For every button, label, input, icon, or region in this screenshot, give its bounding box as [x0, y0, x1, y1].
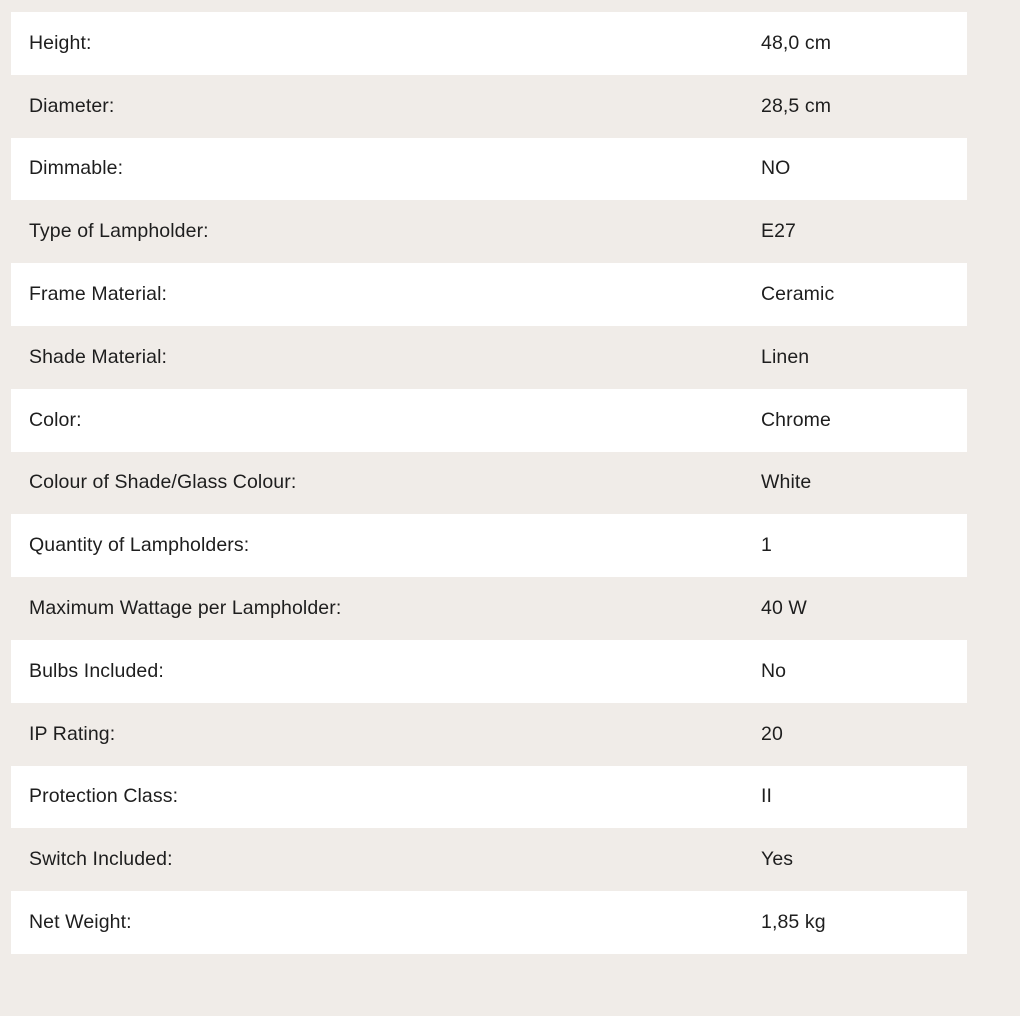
spec-value-shade-material: Linen — [761, 345, 810, 368]
spec-label-ip-rating: IP Rating: — [29, 722, 116, 745]
table-row — [11, 640, 967, 703]
spec-value-bulbs-included: No — [761, 659, 787, 682]
spec-label-shade-material: Shade Material: — [29, 345, 168, 368]
spec-value-shade-colour: White — [761, 471, 812, 494]
table-row — [11, 514, 967, 577]
spec-value-height: 48,0 cm — [761, 31, 832, 54]
spec-value-frame-material: Ceramic — [761, 283, 835, 306]
spec-value-net-weight: 1,85 kg — [761, 911, 826, 934]
spec-label-bulbs-included: Bulbs Included: — [29, 659, 164, 682]
table-row — [11, 12, 967, 75]
spec-label-height: Height: — [29, 31, 92, 54]
spec-value-max-wattage: 40 W — [761, 597, 807, 620]
spec-label-switch-included: Switch Included: — [29, 848, 173, 871]
spec-value-lampholder-type: E27 — [761, 220, 796, 243]
table-row — [11, 138, 967, 201]
spec-label-shade-colour: Colour of Shade/Glass Colour: — [29, 471, 297, 494]
table-row — [11, 452, 967, 515]
spec-value-diameter: 28,5 cm — [761, 94, 832, 117]
table-row — [11, 75, 967, 138]
spec-label-max-wattage: Maximum Wattage per Lampholder: — [29, 597, 342, 620]
table-row — [11, 828, 967, 891]
spec-label-diameter: Diameter: — [29, 94, 115, 117]
table-row — [11, 766, 967, 829]
table-row — [11, 577, 967, 640]
spec-label-lampholder-type: Type of Lampholder: — [29, 220, 209, 243]
spec-label-protection-class: Protection Class: — [29, 785, 179, 808]
table-row — [11, 703, 967, 766]
table-row — [11, 389, 967, 452]
table-row — [11, 891, 967, 954]
table-row — [11, 200, 967, 263]
spec-label-color: Color: — [29, 408, 82, 431]
spec-label-frame-material: Frame Material: — [29, 283, 168, 306]
table-row — [11, 326, 967, 389]
specifications-table — [11, 12, 967, 954]
table-row — [11, 263, 967, 326]
spec-label-net-weight: Net Weight: — [29, 911, 132, 934]
spec-value-ip-rating: 20 — [761, 722, 783, 745]
spec-label-dimmable: Dimmable: — [29, 157, 124, 180]
spec-value-protection-class: II — [761, 785, 773, 808]
spec-label-lampholder-quantity: Quantity of Lampholders: — [29, 534, 250, 557]
spec-value-color: Chrome — [761, 408, 831, 431]
spec-value-dimmable: NO — [761, 157, 791, 180]
spec-value-lampholder-quantity: 1 — [761, 534, 772, 557]
spec-value-switch-included: Yes — [761, 848, 794, 871]
